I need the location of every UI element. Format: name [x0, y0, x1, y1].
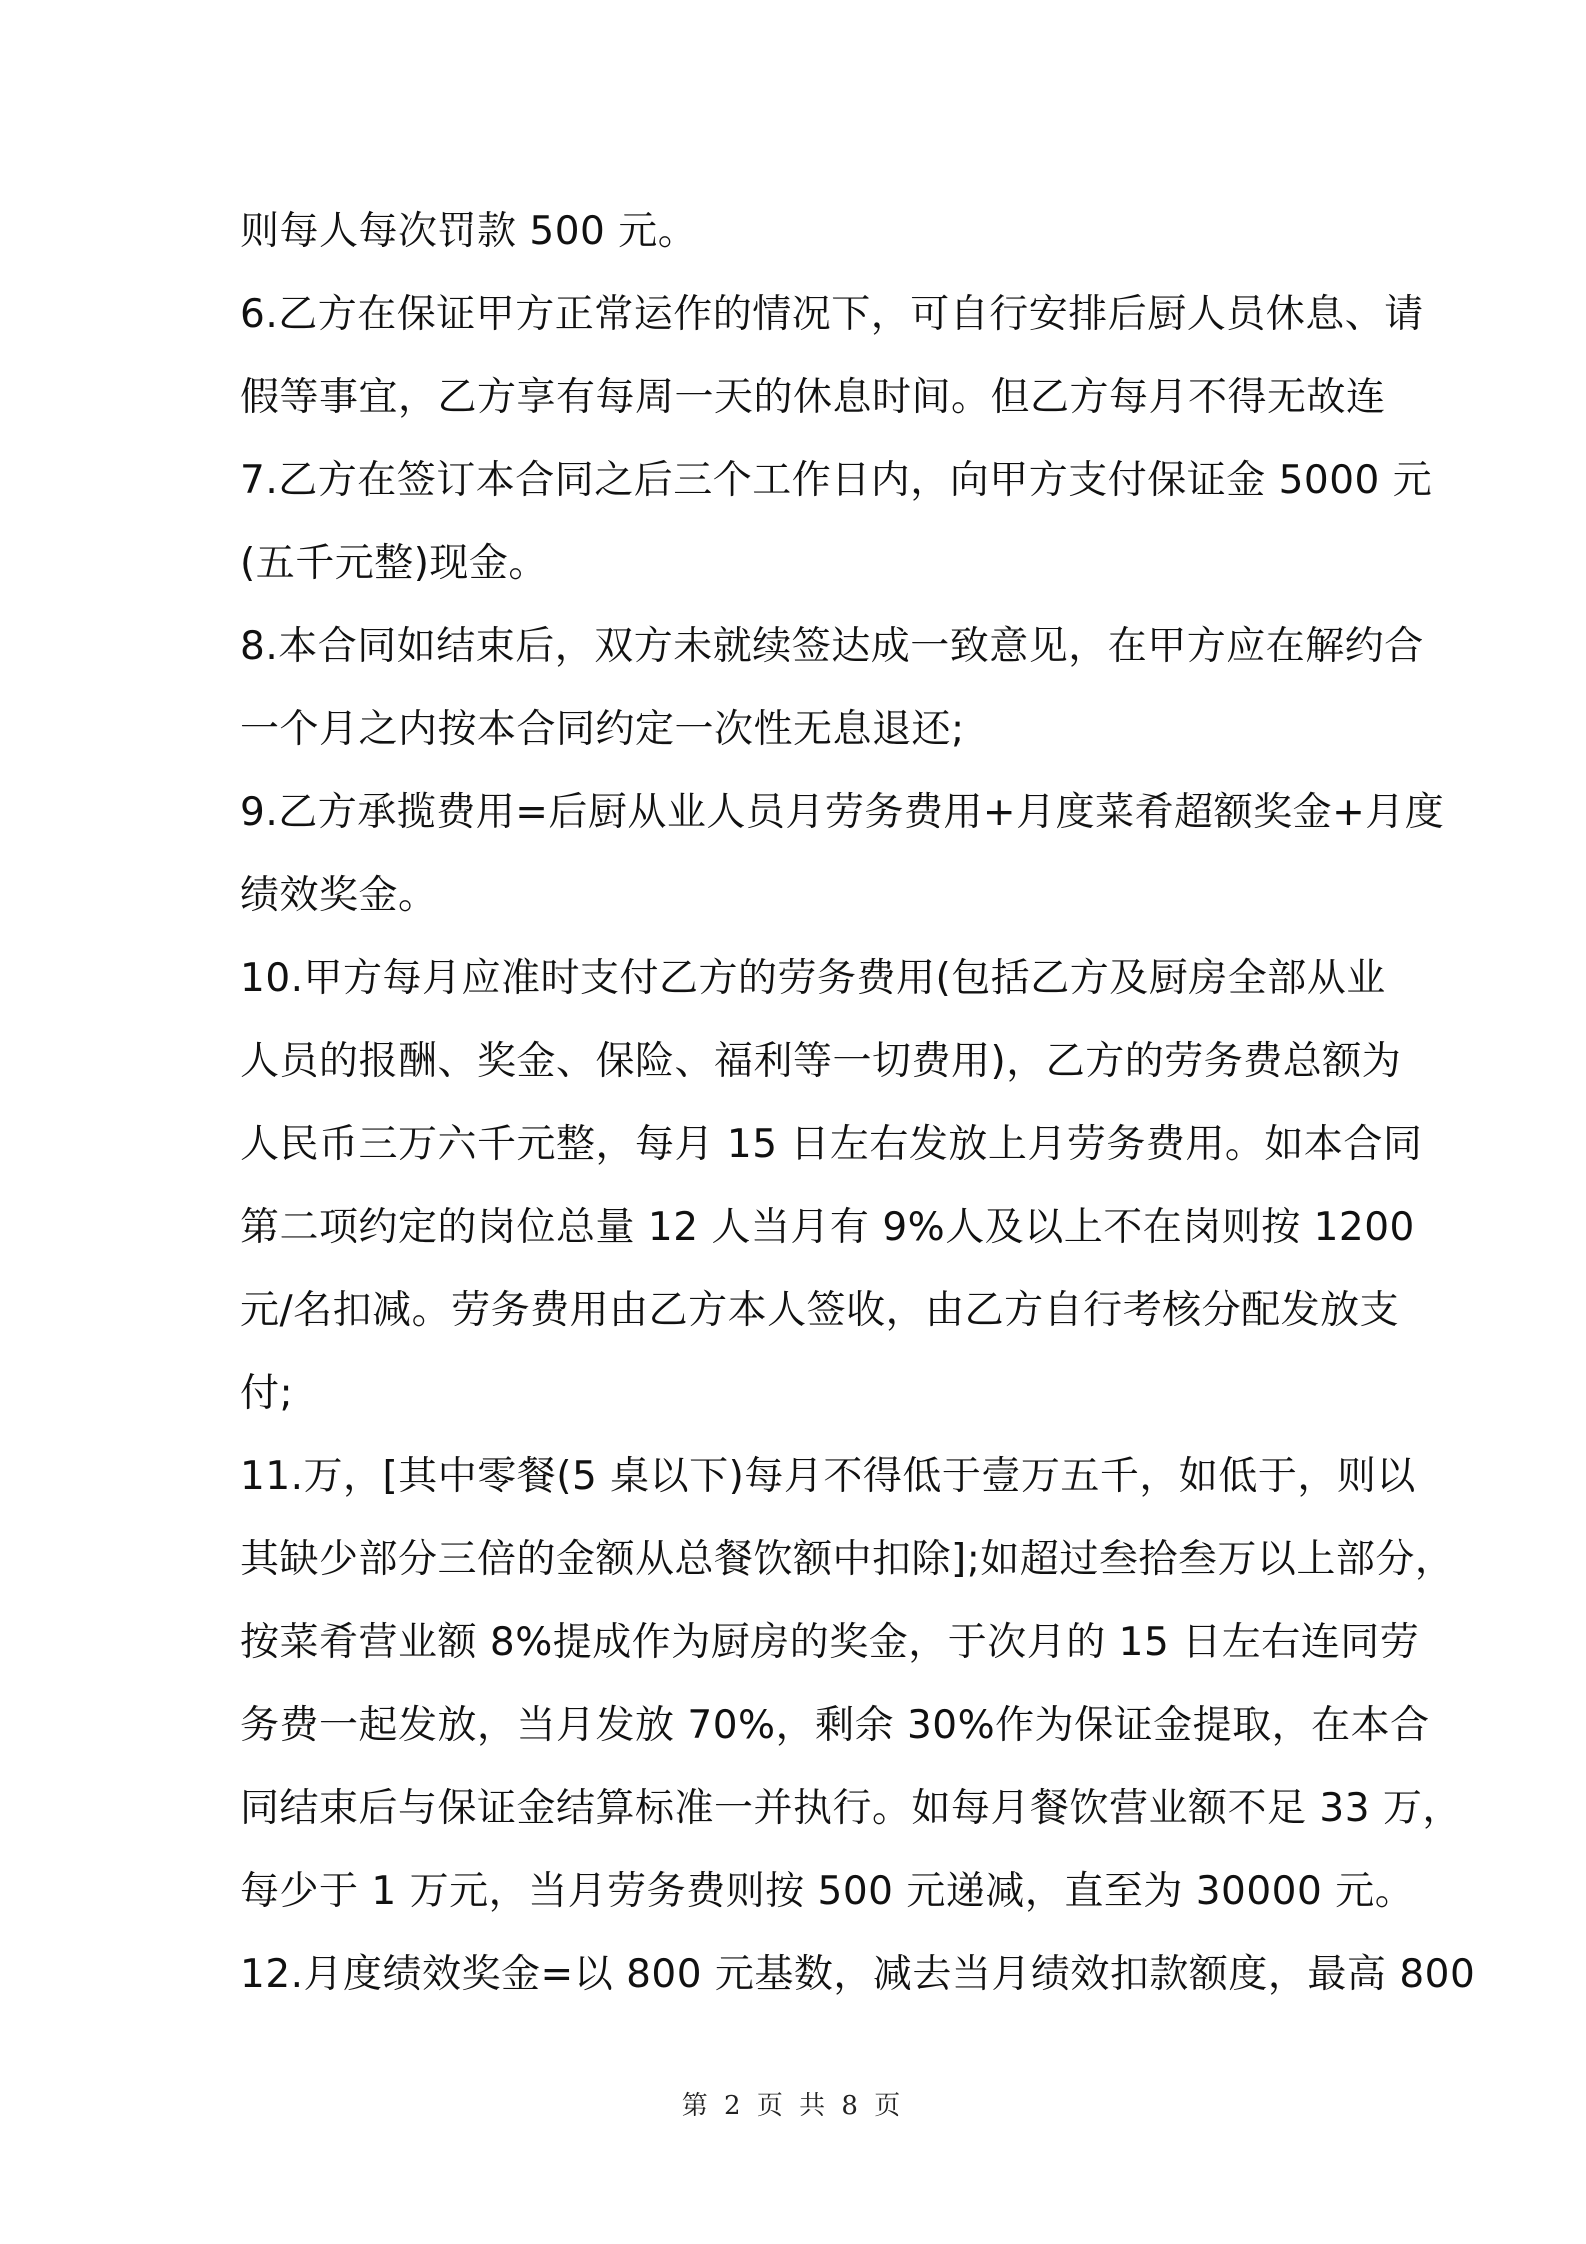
page-indicator: 第 2 页 共 8 页	[681, 2091, 905, 2121]
page-footer	[0, 2085, 1586, 2122]
text-line: 假等事宜，乙方享有每周一天的休息时间。但乙方每月不得无故连	[240, 375, 1386, 420]
text-line: 11.万，[其中零餐(5 桌以下)每月不得低于壹万五千，如低于，则以	[240, 1454, 1416, 1499]
text-line: 绩效奖金。	[240, 873, 438, 918]
text-line: 人员的报酬、奖金、保险、福利等一切费用)，乙方的劳务费总额为	[240, 1039, 1402, 1084]
text-line: (五千元整)现金。	[240, 541, 548, 586]
text-line: 7.乙方在签订本合同之后三个工作日内，向甲方支付保证金 5000 元	[240, 458, 1433, 503]
text-line: 务费一起发放，当月发放 70%，剩余 30%作为保证金提取，在本合	[240, 1703, 1430, 1748]
text-line: 人民币三万六千元整，每月 15 日左右发放上月劳务费用。如本合同	[240, 1122, 1423, 1167]
text-line: 付;	[240, 1371, 294, 1416]
document-body	[240, 190, 1476, 2016]
text-line: 6.乙方在保证甲方正常运作的情况下，可自行安排后厨人员休息、请	[240, 292, 1424, 337]
text-line: 第二项约定的岗位总量 12 人当月有 9%人及以上不在岗则按 1200	[240, 1205, 1415, 1250]
text-line: 每少于 1 万元，当月劳务费则按 500 元递减，直至为 30000 元。	[240, 1869, 1415, 1914]
text-line: 同结束后与保证金结算标准一并执行。如每月餐饮营业额不足 33 万，	[240, 1786, 1462, 1831]
text-line: 10.甲方每月应准时支付乙方的劳务费用(包括乙方及厨房全部从业	[240, 956, 1386, 1001]
text-line: 8.本合同如结束后，双方未就续签达成一致意见，在甲方应在解约合	[240, 624, 1424, 669]
text-line: 一个月之内按本合同约定一次性无息退还;	[240, 707, 965, 752]
text-line: 12.月度绩效奖金=以 800 元基数，减去当月绩效扣款额度，最高 800	[240, 1952, 1476, 1997]
text-line: 9.乙方承揽费用=后厨从业人员月劳务费用+月度菜肴超额奖金+月度	[240, 790, 1445, 835]
text-line: 按菜肴营业额 8%提成作为厨房的奖金，于次月的 15 日左右连同劳	[240, 1620, 1420, 1665]
text-line: 其缺少部分三倍的金额从总餐饮额中扣除];如超过叁拾叁万以上部分，	[240, 1537, 1455, 1582]
text-line: 则每人每次罚款 500 元。	[240, 209, 698, 254]
text-line: 元/名扣减。劳务费用由乙方本人签收，由乙方自行考核分配发放支	[240, 1288, 1400, 1333]
